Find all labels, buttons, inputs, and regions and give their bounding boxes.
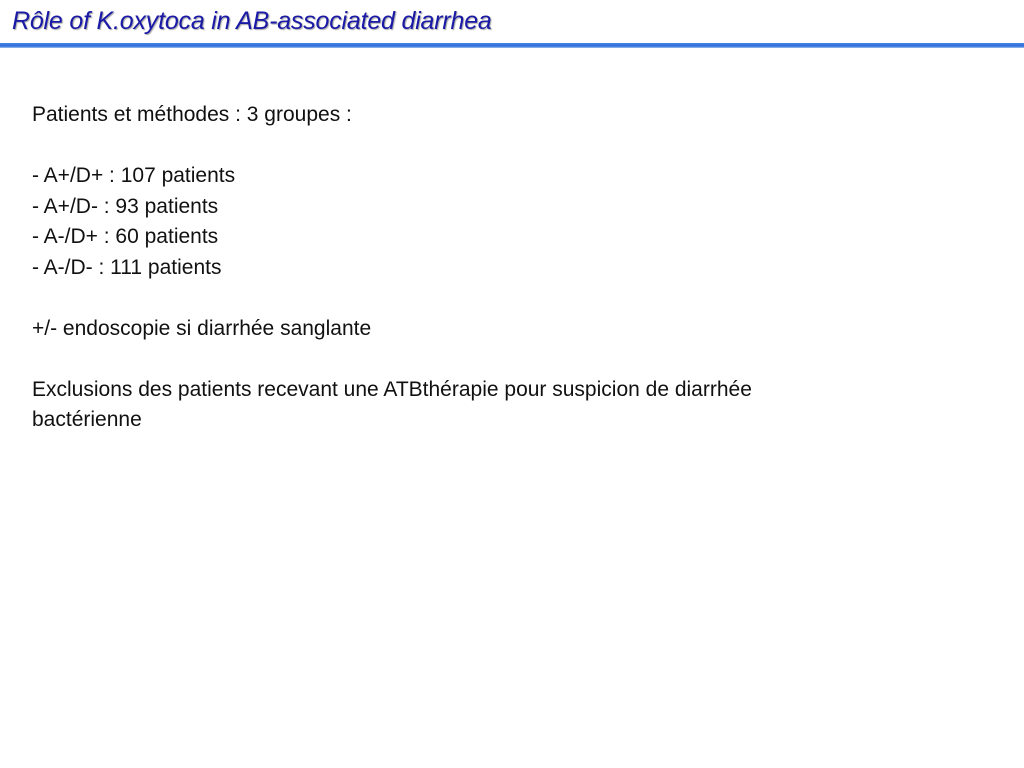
section-heading: Patients et méthodes : 3 groupes : xyxy=(32,103,352,126)
group-item: - A-/D+ : 60 patients xyxy=(32,225,219,248)
patient-groups-list xyxy=(32,161,992,283)
group-item: - A+/D+ : 107 patients xyxy=(32,164,236,187)
endoscopy-note: +/- endoscopie si diarrhée sanglante xyxy=(32,316,372,340)
group-item: - A+/D- : 93 patients xyxy=(32,194,219,218)
slide-body xyxy=(32,100,992,436)
exclusions-note: Exclusions des patients recevant une ATBthérapie pour suspicion de diarrhée bactérienne xyxy=(32,377,752,431)
slide-title: Rôle of K.oxytoca in AB-associated diarrhea xyxy=(12,7,492,35)
title-divider xyxy=(0,43,1024,48)
group-item: - A-/D- : 111 patients xyxy=(32,255,222,279)
